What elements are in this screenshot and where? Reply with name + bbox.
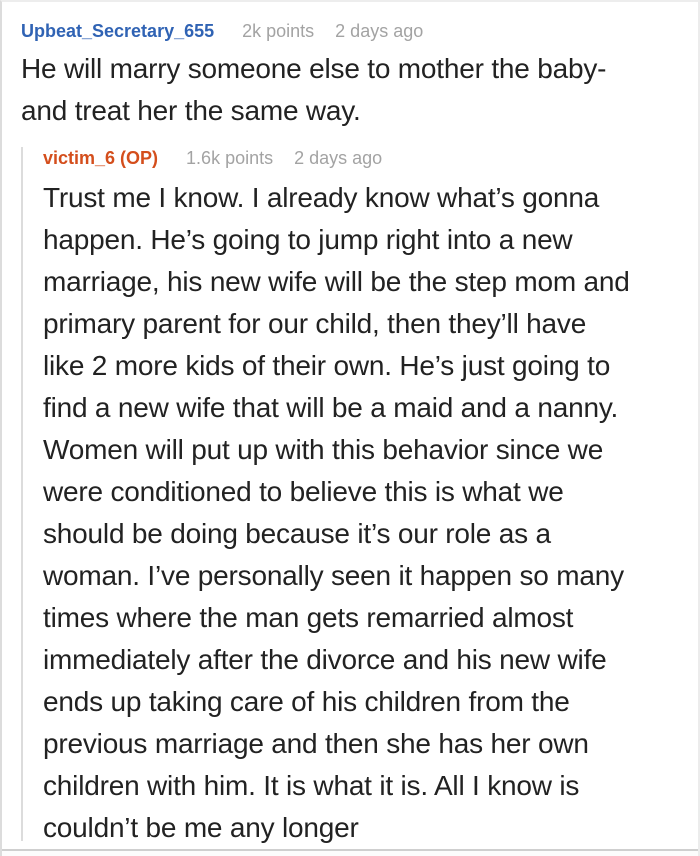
username-link-op[interactable]: victim_6 (OP) [43,148,159,168]
text-line: Trust me I know. I already know what’s gonna [43,182,600,213]
timestamp: 2 days ago [335,21,424,41]
comment [2,2,698,132]
text-line: happen. He’s going to jump right into a new [43,224,573,255]
text-line: Women will put up with this behavior since we [43,434,604,465]
text-line: like 2 more kids of their own. He’s just going to [43,350,611,381]
text-line: find a new wife that will be a maid and a nanny. [43,392,619,423]
timestamp: 2 days ago [294,148,383,168]
text-line: and treat her the same way. [21,95,361,126]
text-line: ends up taking care of his children from the [43,686,570,717]
text-line: primary parent for our child, then they’ll have [43,308,587,339]
thread-line [21,147,23,841]
text-line: woman. I’ve personally seen it happen so many [43,560,624,591]
comment-body [43,177,684,849]
text-line: marriage, his new wife will be the step mom and [43,266,630,297]
text-line: times where the man gets remarried almost [43,602,574,633]
username-link[interactable]: Upbeat_Secretary_655 [21,21,215,41]
comment-body [21,48,680,132]
text-line: couldn’t be me any longer [43,812,359,843]
points-label: 2k points [242,21,315,41]
text-line: He will marry someone else to mother the baby- [21,53,607,84]
points-label: 1.6k points [186,148,274,168]
comment-header [21,20,680,42]
text-line: were conditioned to believe this is what we [43,476,564,507]
below-strip [2,851,698,856]
comment [21,145,684,849]
comment-header [43,147,684,169]
text-line: should be doing because it’s our role as a [43,518,551,549]
text-line: previous marriage and then she has her own [43,728,589,759]
text-line: immediately after the divorce and his new wife [43,644,607,675]
text-line: children with him. It is what it is. All I know is [43,770,580,801]
